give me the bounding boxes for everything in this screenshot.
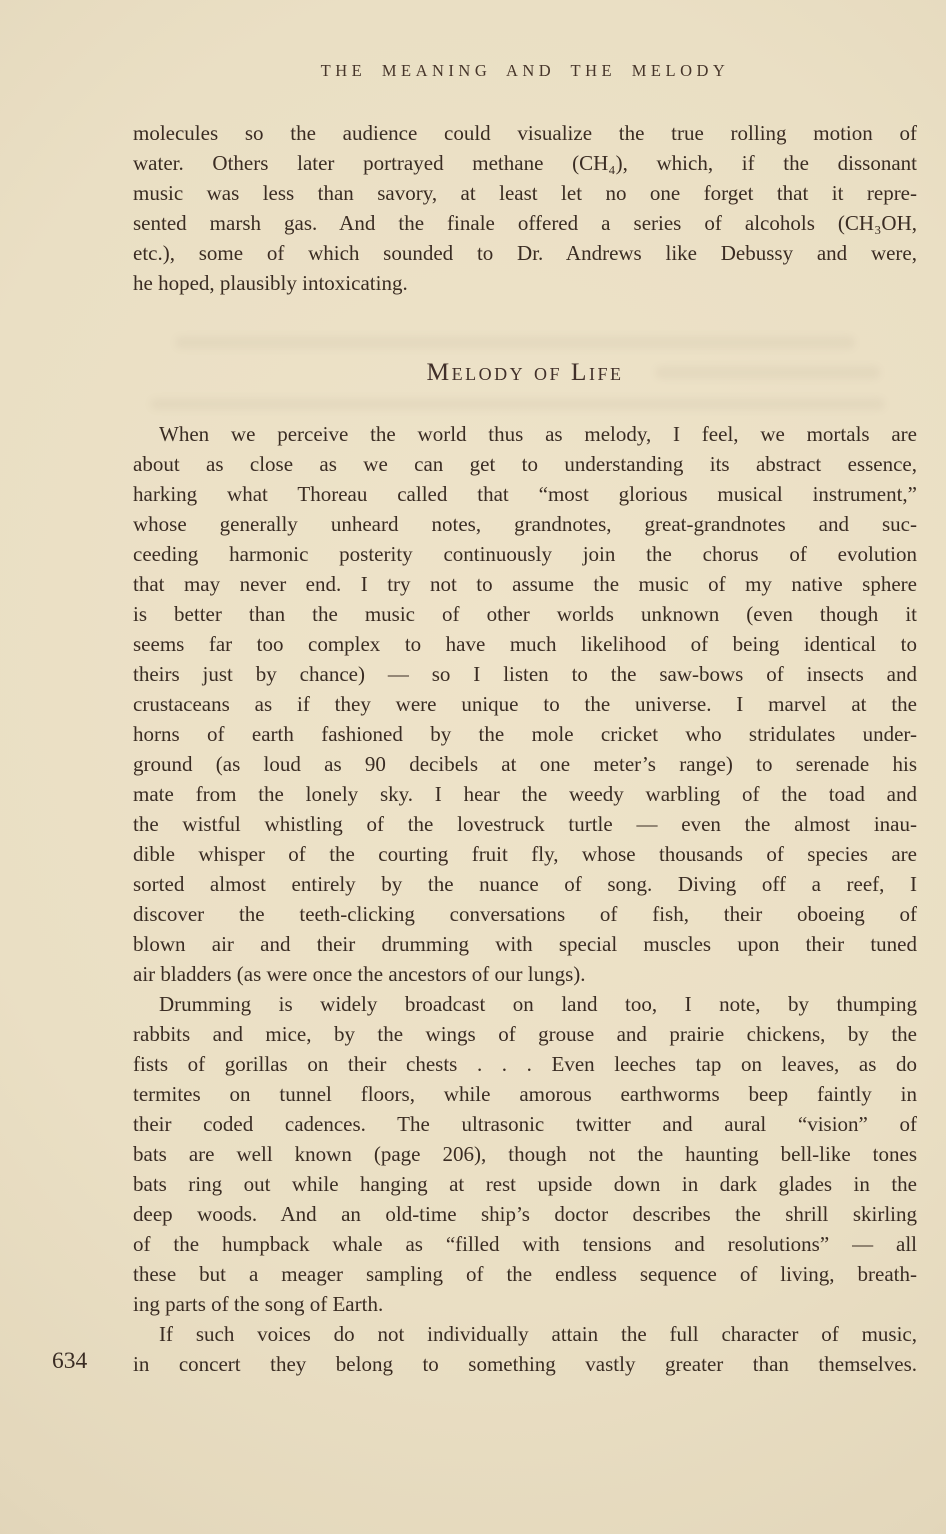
text-line: air bladders (as were once the ancestors of our lungs). (133, 962, 586, 986)
text-line: the wistful whistling of the lovestruck turtle — even the almost inau- (133, 812, 917, 836)
text-line: water. Others later portrayed methane (CH₄), which, if the dissonant (133, 151, 917, 175)
text-block (133, 118, 917, 1379)
text-line: bats ring out while hanging at rest upside down in dark glades in the (133, 1172, 917, 1196)
text-line: molecules so the audience could visualize the true rolling motion of (133, 121, 917, 145)
text-line: ceeding harmonic posterity continuously join the chorus of evolution (133, 542, 917, 566)
text-line: etc.), some of which sounded to Dr. Andrews like Debussy and were, (133, 241, 917, 265)
text-line: harking what Thoreau called that “most glorious musical instrument,” (133, 482, 917, 506)
text-line: ing parts of the song of Earth. (133, 1292, 384, 1316)
text-line: theirs just by chance) — so I listen to the saw-bows of insects and (133, 662, 917, 686)
text-line: of the humpback whale as “filled with tensions and resolutions” — all (133, 1232, 917, 1256)
text-line: fists of gorillas on their chests . . . Even leeches tap on leaves, as do (133, 1052, 917, 1076)
text-line: If such voices do not individually attain the full character of music, (159, 1322, 917, 1346)
text-line: When we perceive the world thus as melody, I feel, we mortals are (159, 422, 917, 446)
text-line: rabbits and mice, by the wings of grouse and prairie chickens, by the (133, 1022, 917, 1046)
text-line: horns of earth fashioned by the mole cricket who stridulates under- (133, 722, 917, 746)
text-line: music was less than savory, at least let no one forget that it repre- (133, 181, 917, 205)
text-line: that may never end. I try not to assume the music of my native sphere (133, 572, 917, 596)
text-line: seems far too complex to have much likelihood of being identical to (133, 632, 917, 656)
text-line: sorted almost entirely by the nuance of song. Diving off a reef, I (133, 872, 917, 896)
text-line: blown air and their drumming with special muscles upon their tuned (133, 932, 917, 956)
section-heading: Melody of Life (426, 357, 624, 386)
text-line: in concert they belong to something vastly greater than themselves. (133, 1352, 917, 1376)
paragraph (133, 989, 917, 1319)
page-number: 634 (52, 1348, 88, 1374)
text-line: discover the teeth-clicking conversations of fish, their oboeing of (133, 902, 917, 926)
running-header: THE MEANING AND THE MELODY (320, 61, 730, 80)
text-line: sented marsh gas. And the finale offered a series of alcohols (CH₃OH, (133, 211, 917, 235)
paragraph (133, 419, 917, 989)
text-line: whose generally unheard notes, grandnotes, great-grandnotes and suc- (133, 512, 917, 536)
paragraph (133, 1319, 917, 1379)
text-line: their coded cadences. The ultrasonic twitter and aural “vision” of (133, 1112, 917, 1136)
text-line: termites on tunnel floors, while amorous earthworms beep faintly in (133, 1082, 917, 1106)
text-line: is better than the music of other worlds unknown (even though it (133, 602, 917, 626)
text-line: dible whisper of the courting fruit fly, whose thousands of species are (133, 842, 917, 866)
text-line: Drumming is widely broadcast on land too, I note, by thumping (159, 992, 917, 1016)
text-line: mate from the lonely sky. I hear the weedy warbling of the toad and (133, 782, 917, 806)
paragraph-continuation (133, 118, 917, 298)
text-line: he hoped, plausibly intoxicating. (133, 271, 408, 295)
text-line: crustaceans as if they were unique to the universe. I marvel at the (133, 692, 917, 716)
text-line: these but a meager sampling of the endless sequence of living, breath- (133, 1262, 917, 1286)
text-line: deep woods. And an old-time ship’s doctor describes the shrill skirling (133, 1202, 917, 1226)
text-line: ground (as loud as 90 decibels at one meter’s range) to serenade his (133, 752, 917, 776)
text-line: about as close as we can get to understanding its abstract essence, (133, 452, 917, 476)
text-line: bats are well known (page 206), though not the haunting bell-like tones (133, 1142, 917, 1166)
